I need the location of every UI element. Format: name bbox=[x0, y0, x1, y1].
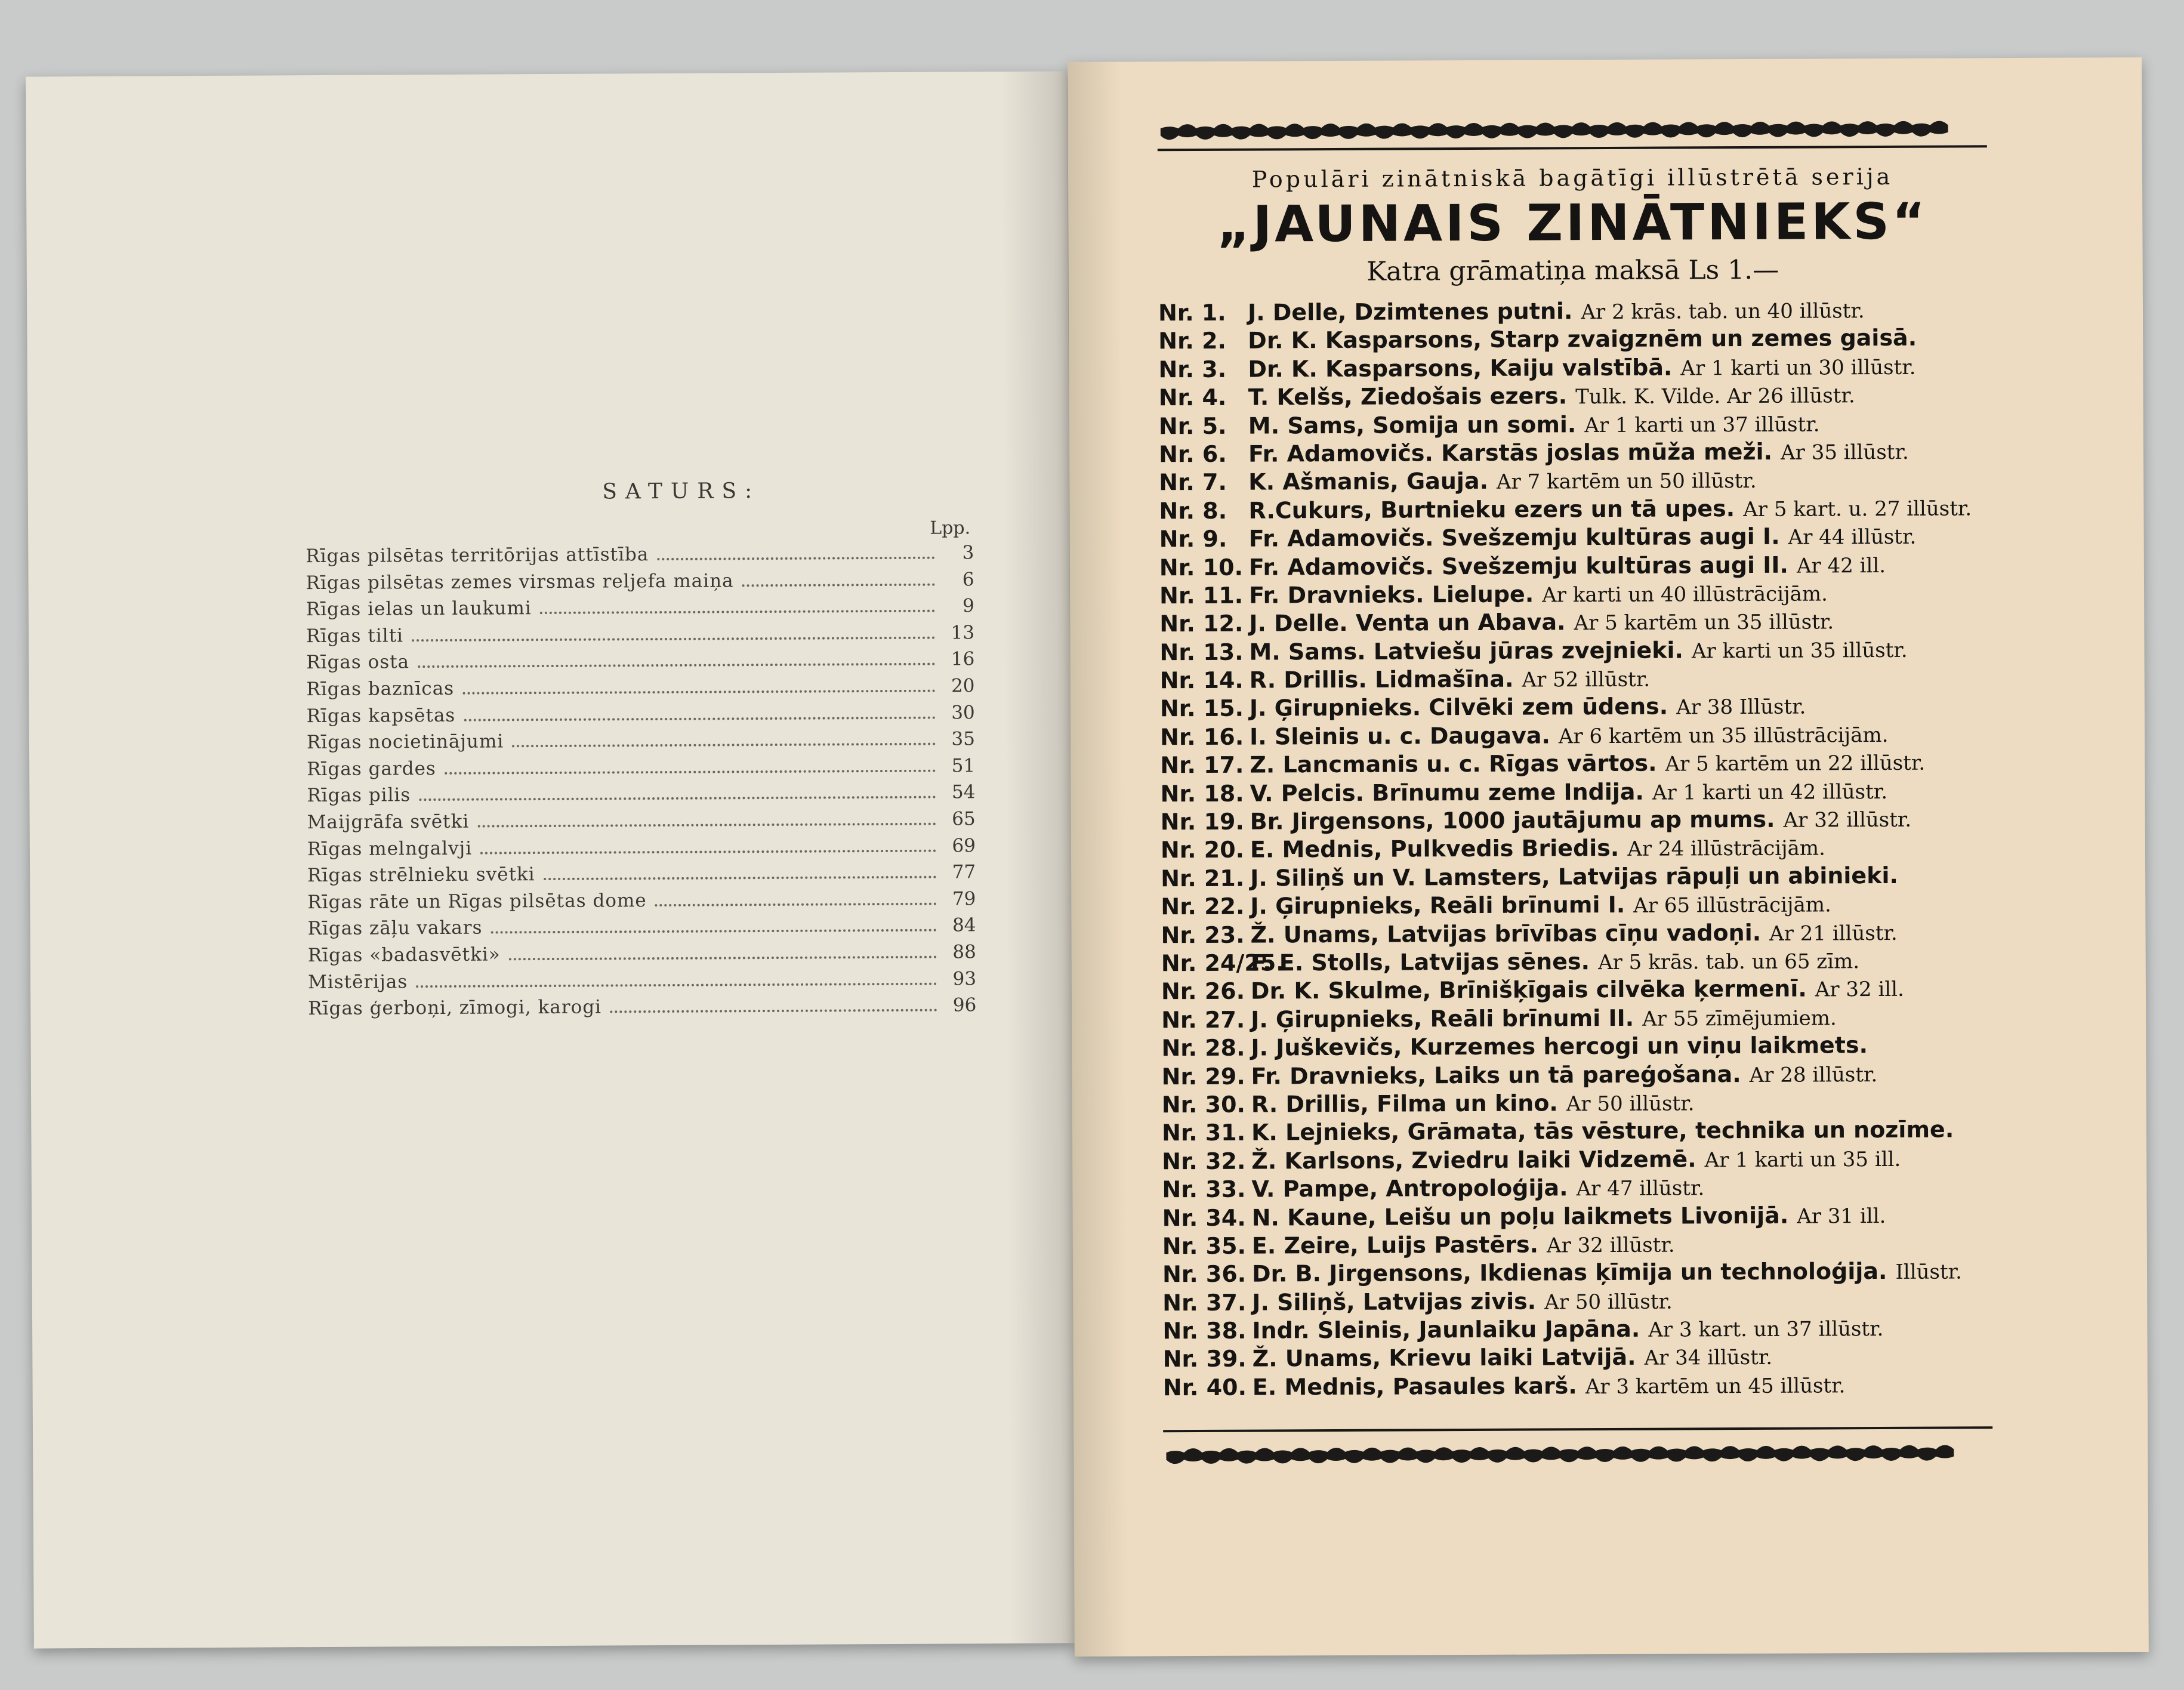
book-illustration-info: Ar 47 illūstr. bbox=[1576, 1176, 1705, 1201]
book-illustration-info: Tulk. K. Vilde. Ar 26 illūstr. bbox=[1575, 384, 1855, 409]
book-illustration-info: Ar 34 illūstr. bbox=[1644, 1346, 1773, 1371]
contents-entry bbox=[307, 888, 976, 918]
book-illustration-info: Ar 1 karti un 35 ill. bbox=[1704, 1147, 1901, 1173]
series-book-entry bbox=[1158, 353, 2006, 385]
series-book-entry bbox=[1162, 1173, 2009, 1205]
dot-leader bbox=[742, 583, 935, 587]
book-number: Nr. 20. bbox=[1160, 837, 1245, 863]
series-book-entry bbox=[1161, 1003, 2009, 1035]
contents-entry bbox=[308, 915, 976, 945]
book-author-title: E. Mednis, Pasaules karš. bbox=[1252, 1373, 1577, 1401]
contents-entry-page: 35 bbox=[951, 728, 976, 750]
series-book-entry bbox=[1163, 1343, 2010, 1375]
series-book-entry bbox=[1159, 437, 2006, 470]
book-number: Nr. 15. bbox=[1159, 695, 1244, 722]
book-author-title: J. Juškevičs, Kurzemes hercogi un viņu laikmets. bbox=[1251, 1032, 1868, 1061]
contents-entry-page: 96 bbox=[952, 994, 977, 1016]
book-author-title: Dr. K. Skulme, Brīnišķīgais cilvēka ķermenī. bbox=[1250, 975, 1807, 1004]
book-author-title: J. Ģirupnieks, Reāli brīnumi I. bbox=[1250, 892, 1625, 920]
series-price: Katra grāmatiņa maksā Ls 1.— bbox=[1366, 254, 1779, 287]
book-number: Nr. 38. bbox=[1162, 1317, 1247, 1344]
book-illustration-info: Ar 5 kart. u. 27 illūstr. bbox=[1743, 496, 1972, 522]
dot-leader bbox=[655, 902, 937, 906]
dot-leader bbox=[509, 956, 937, 961]
dot-leader bbox=[462, 690, 935, 695]
book-number: Nr. 27. bbox=[1161, 1006, 1245, 1034]
book-number: Nr. 21. bbox=[1161, 865, 1245, 892]
book-author-title: Ž. Unams, Latvijas brīvības cīņu vadoņi. bbox=[1250, 919, 1762, 948]
contents-entry-label: Rīgas ģerboņi, zīmogi, karogi bbox=[308, 996, 602, 1020]
contents-entry-page: 54 bbox=[951, 781, 976, 803]
dot-leader bbox=[512, 743, 936, 748]
dot-leader bbox=[657, 557, 934, 560]
contents-entry-page: 20 bbox=[951, 675, 975, 697]
book-illustration-info: Ar 5 kartēm un 35 illūstr. bbox=[1574, 610, 1834, 636]
contents-entry bbox=[306, 649, 974, 679]
book-illustration-info: Ar 5 kartēm un 22 illūstr. bbox=[1665, 751, 1926, 776]
series-book-entry bbox=[1162, 1286, 2010, 1318]
series-book-entry bbox=[1160, 748, 2007, 781]
book-number: Nr. 39. bbox=[1162, 1346, 1247, 1373]
contents-list bbox=[306, 542, 976, 1025]
book-author-title: Z. Lancmanis u. c. Rīgas vārtos. bbox=[1250, 750, 1657, 778]
book-author-title: Fr. Adamovičs. Svešzemju kultūras augi I. bbox=[1248, 523, 1780, 552]
book-illustration-info: Ar 31 ill. bbox=[1797, 1204, 1886, 1229]
book-author-title: Dr. B. Jirgensons, Ikdienas ķīmija un technoloģija. bbox=[1251, 1258, 1887, 1287]
contents-entry-label: Rīgas rāte un Rīgas pilsētas dome bbox=[307, 889, 647, 913]
book-author-title: Fr. Dravnieks, Laiks un tā pareģošana. bbox=[1251, 1060, 1741, 1090]
contents-entry-page: 93 bbox=[952, 967, 977, 989]
right-page bbox=[1068, 57, 2149, 1657]
book-author-title: Fr. Adamovičs. Svešzemju kultūras augi II. bbox=[1248, 551, 1789, 581]
book-illustration-info: Ar 2 krās. tab. un 40 illūstr. bbox=[1581, 299, 1865, 325]
dot-leader bbox=[419, 796, 936, 801]
book-author-title: J. Delle, Dzimtenes putni. bbox=[1247, 298, 1573, 326]
contents-title: SATURS: bbox=[602, 479, 761, 504]
book-author-title: Ž. Karlsons, Zviedru laiki Vidzemē. bbox=[1251, 1146, 1696, 1174]
dot-leader bbox=[445, 769, 936, 774]
book-number: Nr. 12. bbox=[1159, 610, 1244, 637]
contents-entry-page: 88 bbox=[952, 941, 976, 963]
contents-entry bbox=[306, 569, 974, 599]
book-illustration-info: Ar 35 illūstr. bbox=[1780, 440, 1909, 465]
book-number: Nr. 28. bbox=[1161, 1034, 1245, 1062]
series-book-entry bbox=[1159, 494, 2006, 526]
book-number: Nr. 23. bbox=[1161, 921, 1245, 948]
book-illustration-info: Ar 21 illūstr. bbox=[1769, 921, 1898, 946]
book-number: Nr. 35. bbox=[1162, 1232, 1247, 1260]
series-book-entry bbox=[1161, 805, 2008, 837]
dot-leader bbox=[477, 823, 936, 828]
book-author-title: K. Ašmanis, Gauja. bbox=[1248, 468, 1489, 495]
book-illustration-info: Ar 24 illūstrācijām. bbox=[1627, 836, 1826, 862]
book-illustration-info: Ar karti un 35 illūstr. bbox=[1691, 638, 1908, 664]
book-number: Nr. 6. bbox=[1158, 440, 1227, 468]
contents-entry-label: Rīgas kapsētas bbox=[306, 704, 456, 727]
contents-entry bbox=[307, 702, 975, 732]
dot-leader bbox=[416, 982, 937, 988]
book-author-title: R. Drillis. Lidmašīna. bbox=[1249, 665, 1514, 693]
book-author-title: Fr. Dravnieks. Lielupe. bbox=[1248, 581, 1534, 609]
contents-entry-label: Rīgas strēlnieku svētki bbox=[307, 863, 535, 887]
book-illustration-info: Ar 50 illūstr. bbox=[1544, 1290, 1673, 1315]
book-illustration-info: Ar 1 karti un 42 illūstr. bbox=[1652, 779, 1888, 805]
series-book-entry bbox=[1161, 974, 2009, 1007]
contents-entry bbox=[307, 755, 975, 785]
book-number: Nr. 26. bbox=[1161, 978, 1245, 1005]
contents-entry-page: 3 bbox=[962, 542, 974, 564]
book-author-title: K. Lejnieks, Grāmata, tās vēsture, technika un nozīme. bbox=[1251, 1116, 1954, 1146]
series-book-entry bbox=[1158, 324, 2006, 356]
dot-leader bbox=[480, 849, 936, 854]
book-author-title: J. Ģirupnieks, Reāli brīnumi II. bbox=[1251, 1004, 1634, 1033]
book-author-title: Fr. Adamovičs. Karstās joslas mūža meži. bbox=[1248, 438, 1773, 467]
series-book-entry bbox=[1159, 636, 2007, 668]
book-illustration-info: Ar 7 kartēm un 50 illūstr. bbox=[1496, 469, 1757, 495]
book-author-title: J. Siliņš, Latvijas zivis. bbox=[1252, 1288, 1537, 1316]
contents-entry-page: 69 bbox=[952, 834, 976, 857]
contents-entry bbox=[306, 542, 974, 572]
book-number: Nr. 34. bbox=[1162, 1204, 1246, 1231]
book-number: Nr. 13. bbox=[1159, 639, 1244, 665]
book-author-title: E. Zeire, Luijs Pastērs. bbox=[1251, 1231, 1539, 1259]
book-illustration-info: Ar 1 karti un 37 illūstr. bbox=[1584, 412, 1820, 437]
bottom-rule bbox=[1163, 1426, 1992, 1432]
dot-leader bbox=[544, 876, 936, 880]
book-number: Nr. 5. bbox=[1158, 412, 1227, 439]
book-illustration-info: Ar 5 krās. tab. un 65 zīm. bbox=[1597, 949, 1860, 975]
series-book-entry bbox=[1160, 777, 2007, 809]
book-author-title: V. Pelcis. Brīnumu zeme Indija. bbox=[1250, 778, 1645, 807]
dot-leader bbox=[491, 929, 937, 934]
book-number: Nr. 36. bbox=[1162, 1260, 1247, 1288]
book-number: Nr. 37. bbox=[1162, 1289, 1247, 1316]
series-book-entry bbox=[1161, 833, 2008, 865]
book-author-title: I. Sleinis u. c. Daugava. bbox=[1250, 722, 1550, 750]
series-book-entry bbox=[1161, 1031, 2009, 1063]
series-book-entry bbox=[1162, 1088, 2009, 1120]
book-number: Nr. 4. bbox=[1158, 384, 1227, 411]
book-illustration-info: Ar karti un 40 illūstrācijām. bbox=[1542, 582, 1828, 607]
dot-leader bbox=[412, 636, 935, 642]
contents-entry bbox=[307, 728, 975, 758]
book-number: Nr. 33. bbox=[1162, 1176, 1246, 1203]
contents-entry-label: Rīgas «badasvētki» bbox=[307, 943, 501, 967]
contents-entry bbox=[307, 861, 976, 891]
contents-entry-label: Rīgas nocietinājumi bbox=[306, 730, 504, 754]
series-book-entry bbox=[1160, 720, 2007, 753]
series-book-entry bbox=[1161, 946, 2009, 979]
book-illustration-info: Ar 65 illūstrācijām. bbox=[1633, 893, 1831, 918]
series-book-entry bbox=[1159, 551, 2007, 583]
page-column-header: Lpp. bbox=[930, 517, 971, 539]
book-author-title: M. Sams, Somija un somi. bbox=[1248, 411, 1577, 439]
book-number: Nr. 11. bbox=[1159, 582, 1244, 609]
contents-entry-label: Rīgas gardes bbox=[307, 757, 436, 780]
book-author-title: Indr. Sleinis, Jaunlaiku Japāna. bbox=[1252, 1315, 1640, 1344]
series-book-entry bbox=[1162, 1257, 2010, 1290]
book-illustration-info: Illūstr. bbox=[1895, 1260, 1963, 1285]
book-number: Nr. 17. bbox=[1160, 751, 1244, 779]
contents-entry-page: 65 bbox=[952, 808, 976, 830]
contents-entry bbox=[308, 968, 976, 998]
series-book-entry bbox=[1162, 1201, 2010, 1233]
book-illustration-info: Ar 38 Illūstr. bbox=[1676, 695, 1806, 720]
contents-entry bbox=[307, 808, 976, 838]
book-author-title: T. Kelšs, Ziedošais ezers. bbox=[1248, 383, 1568, 411]
book-number: Nr. 7. bbox=[1159, 469, 1227, 496]
book-author-title: J. Delle. Venta un Abava. bbox=[1249, 609, 1566, 637]
series-book-entry bbox=[1162, 1116, 2009, 1148]
series-book-entry bbox=[1162, 1229, 2010, 1262]
contents-entry-label: Rīgas ielas un laukumi bbox=[306, 597, 532, 621]
dot-leader bbox=[418, 663, 935, 668]
series-book-entry bbox=[1159, 522, 2007, 554]
contents-entry-page: 6 bbox=[962, 568, 974, 590]
book-number: Nr. 31. bbox=[1161, 1119, 1246, 1146]
contents-entry-page: 51 bbox=[951, 755, 976, 777]
book-illustration-info: Ar 32 illūstr. bbox=[1783, 807, 1912, 832]
dot-leader bbox=[540, 610, 935, 614]
book-number: Nr. 32. bbox=[1162, 1148, 1246, 1174]
series-title: „JAUNAIS ZINĀTNIEKS“ bbox=[1217, 192, 1929, 254]
book-illustration-info: Ar 3 kart. un 37 illūstr. bbox=[1648, 1317, 1884, 1342]
book-number: Nr. 9. bbox=[1159, 525, 1227, 553]
ornament-bar-bottom bbox=[1166, 1436, 1954, 1473]
book-number: Nr. 24/25. bbox=[1161, 949, 1285, 977]
contents-entry bbox=[306, 595, 974, 625]
contents-entry-label: Rīgas tilti bbox=[306, 625, 404, 647]
book-author-title: J. Ģirupnieks. Cilvēki zem ūdens. bbox=[1249, 693, 1668, 722]
book-author-title: Dr. K. Kasparsons, Starp zvaigznēm un zemes gaisā. bbox=[1248, 325, 1917, 354]
series-book-entry bbox=[1159, 465, 2006, 498]
contents-entry bbox=[308, 941, 976, 971]
book-author-title: Dr. K. Kasparsons, Kaiju valstībā. bbox=[1248, 354, 1673, 383]
series-book-entry bbox=[1161, 918, 2008, 951]
book-number: Nr. 1. bbox=[1158, 299, 1226, 326]
contents-entry-page: 77 bbox=[952, 861, 976, 883]
book-illustration-info: Ar 42 ill. bbox=[1796, 553, 1886, 578]
contents-entry bbox=[307, 835, 976, 865]
book-number: Nr. 10. bbox=[1159, 554, 1244, 581]
contents-entry-label: Rīgas baznīcas bbox=[306, 677, 455, 701]
book-illustration-info: Ar 32 ill. bbox=[1815, 977, 1904, 1002]
book-author-title: E. Mednis, Pulkvedis Briedis. bbox=[1250, 835, 1620, 863]
contents-entry-label: Rīgas pilsētas zemes virsmas reljefa maiņa bbox=[306, 569, 734, 594]
book-number: Nr. 14. bbox=[1159, 667, 1244, 694]
contents-entry-page: 16 bbox=[951, 648, 975, 670]
series-book-entry bbox=[1160, 664, 2007, 696]
book-number: Nr. 2. bbox=[1158, 328, 1226, 354]
book-number: Nr. 29. bbox=[1161, 1063, 1245, 1090]
series-book-entry bbox=[1161, 862, 2008, 894]
contents-entry-label: Rīgas zāļu vakars bbox=[307, 917, 483, 940]
series-book-entry bbox=[1158, 296, 2006, 328]
series-book-entry bbox=[1159, 579, 2007, 611]
series-list-block bbox=[1158, 112, 2071, 1473]
contents-entry bbox=[306, 675, 974, 705]
contents-entry-page: 9 bbox=[962, 595, 974, 617]
book-illustration-info: Ar 6 kartēm un 35 illūstrācijām. bbox=[1558, 723, 1889, 749]
contents-entry-label: Rīgas osta bbox=[306, 651, 410, 674]
book-author-title: M. Sams. Latviešu jūras zvejnieki. bbox=[1249, 637, 1684, 665]
book-author-title: Br. Jirgensons, 1000 jautājumu ap mums. bbox=[1250, 806, 1775, 835]
contents-entry-label: Rīgas pilsētas territōrijas attīstība bbox=[306, 544, 649, 568]
book-number: Nr. 40. bbox=[1162, 1374, 1247, 1401]
contents-entry-label: Maijgrāfa svētki bbox=[307, 810, 470, 834]
book-number: Nr. 3. bbox=[1158, 356, 1227, 383]
book-author-title: F. E. Stolls, Latvijas sēnes. bbox=[1250, 948, 1590, 976]
book-author-title: R.Cukurs, Burtnieku ezers un tā upes. bbox=[1248, 495, 1735, 524]
contents-entry bbox=[308, 994, 976, 1024]
book-number: Nr. 30. bbox=[1161, 1091, 1246, 1118]
book-author-title: V. Pampe, Antropoloģija. bbox=[1251, 1174, 1568, 1202]
series-subtitle: Populāri zinātniskā bagātīgi illūstrētā serija bbox=[1251, 163, 1893, 193]
series-book-entry bbox=[1160, 692, 2007, 724]
book-author-title: Ž. Unams, Krievu laiki Latvijā. bbox=[1252, 1344, 1636, 1373]
series-book-entry bbox=[1162, 1145, 2009, 1177]
contents-entry-page: 79 bbox=[952, 887, 976, 910]
contents-entry-page: 30 bbox=[951, 701, 975, 724]
open-booklet bbox=[30, 60, 2154, 1659]
book-illustration-info: Ar 28 illūstr. bbox=[1749, 1062, 1878, 1087]
series-book-entry bbox=[1161, 890, 2008, 922]
contents-entry-page: 84 bbox=[952, 914, 976, 936]
book-author-title: N. Kaune, Leišu un poļu laikmets Livonijā. bbox=[1251, 1202, 1789, 1231]
book-illustration-info: Ar 50 illūstr. bbox=[1566, 1091, 1695, 1117]
book-list bbox=[1158, 296, 2010, 1402]
contents-entry-label: Rīgas melngalvji bbox=[307, 837, 473, 860]
book-illustration-info: Ar 1 karti un 30 illūstr. bbox=[1680, 355, 1916, 381]
series-book-entry bbox=[1162, 1060, 2009, 1092]
book-number: Nr. 16. bbox=[1160, 723, 1244, 751]
contents-entry-page: 13 bbox=[951, 622, 975, 644]
series-book-entry bbox=[1159, 607, 2007, 639]
contents-entry-label: Mistērijas bbox=[307, 970, 408, 993]
left-page bbox=[26, 71, 1075, 1648]
book-number: Nr. 18. bbox=[1160, 780, 1244, 807]
ornament-bar-top bbox=[1161, 112, 1948, 149]
book-number: Nr. 19. bbox=[1160, 808, 1244, 835]
book-author-title: J. Siliņš un V. Lamsters, Latvijas rāpuļi un abinieki. bbox=[1250, 862, 1898, 892]
book-number: Nr. 8. bbox=[1159, 497, 1227, 525]
dot-leader bbox=[464, 716, 935, 721]
table-of-contents bbox=[306, 477, 977, 1025]
book-illustration-info: Ar 44 illūstr. bbox=[1788, 525, 1917, 550]
book-illustration-info: Ar 55 zīmējumiem. bbox=[1642, 1006, 1837, 1031]
book-illustration-info: Ar 52 illūstr. bbox=[1522, 667, 1651, 692]
contents-entry bbox=[306, 622, 974, 652]
book-author-title: R. Drillis, Filma un kino. bbox=[1251, 1090, 1558, 1118]
book-number: Nr. 22. bbox=[1161, 893, 1245, 920]
series-book-entry bbox=[1163, 1371, 2010, 1403]
contents-entry-label: Rīgas pilis bbox=[307, 784, 411, 807]
contents-entry bbox=[307, 782, 975, 812]
series-book-entry bbox=[1159, 409, 2006, 442]
book-illustration-info: Ar 32 illūstr. bbox=[1546, 1233, 1675, 1258]
book-illustration-info: Ar 3 kartēm un 45 illūstr. bbox=[1585, 1374, 1846, 1399]
series-book-entry bbox=[1159, 381, 2006, 413]
series-book-entry bbox=[1162, 1314, 2010, 1346]
dot-leader bbox=[610, 1009, 937, 1013]
